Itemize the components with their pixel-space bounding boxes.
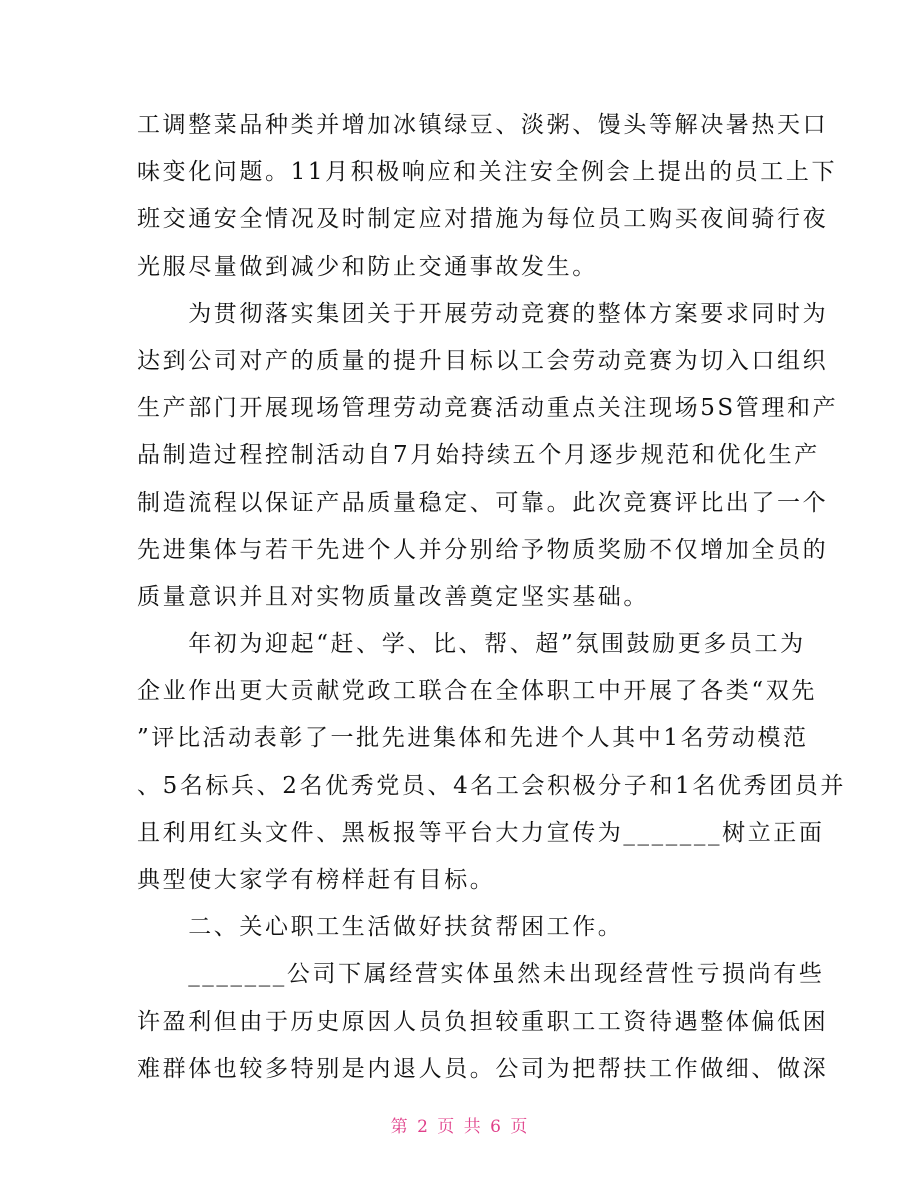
page-number-footer: 第 2 页 共 6 页	[390, 1117, 530, 1137]
text-line: 、5名标兵、2名优秀党员、4名工会积极分子和1名优秀团员并	[137, 772, 846, 799]
text-line: 质量意识并且对实物质量改善奠定坚实基础。	[137, 583, 649, 610]
text-line: 难群体也较多特别是内退人员。公司为把帮扶工作做细、做深	[137, 1055, 829, 1082]
text-line: 先进集体与若干先进个人并分别给予物质奖励不仅增加全员的	[137, 536, 829, 563]
text-line: 生产部门开展现场管理劳动竞赛活动重点关注现场5S管理和产	[137, 395, 839, 422]
text-line: 企业作出更大贡献党政工联合在全体职工中开展了各类“双先	[137, 678, 817, 705]
text-line: 味变化问题。11月积极响应和关注安全例会上提出的员工上下	[137, 159, 838, 186]
text-line: 为贯彻落实集团关于开展劳动竞赛的整体方案要求同时为	[137, 300, 829, 327]
text-line: 达到公司对产的质量的提升目标以工会劳动竞赛为切入口组织	[137, 347, 829, 374]
text-line: ”评比活动表彰了一批先进集体和先进个人其中1名劳动模范	[137, 725, 809, 752]
text-line: 年初为迎起“赶、学、比、帮、超”氛围鼓励更多员工为	[137, 631, 806, 658]
text-line: 许盈利但由于历史原因人员负担较重职工工资待遇整体偏低困	[137, 1008, 829, 1035]
text-line: 工调整菜品种类并增加冰镇绿豆、淡粥、馒头等解决暑热天口	[137, 112, 829, 138]
text-line: 典型使大家学有榜样赶有目标。	[137, 867, 496, 893]
section-heading: 二、关心职工生活做好扶贫帮困工作。	[137, 914, 624, 941]
text-line: 光服尽量做到减少和防止交通事故发生。	[137, 253, 598, 280]
text-line: 品制造过程控制活动自7月始持续五个月逐步规范和优化生产	[137, 442, 820, 469]
text-line: _______公司下属经营实体虽然未出现经营性亏损尚有些	[137, 961, 825, 988]
document-body	[137, 102, 846, 1093]
text-line: 且利用红头文件、黑板报等平台大力宣传为_______树立正面	[137, 819, 825, 846]
text-line: 班交通安全情况及时制定应对措施为每位员工购买夜间骑行夜	[137, 206, 829, 233]
text-line: 制造流程以保证产品质量稳定、可靠。此次竞赛评比出了一个	[137, 489, 829, 516]
